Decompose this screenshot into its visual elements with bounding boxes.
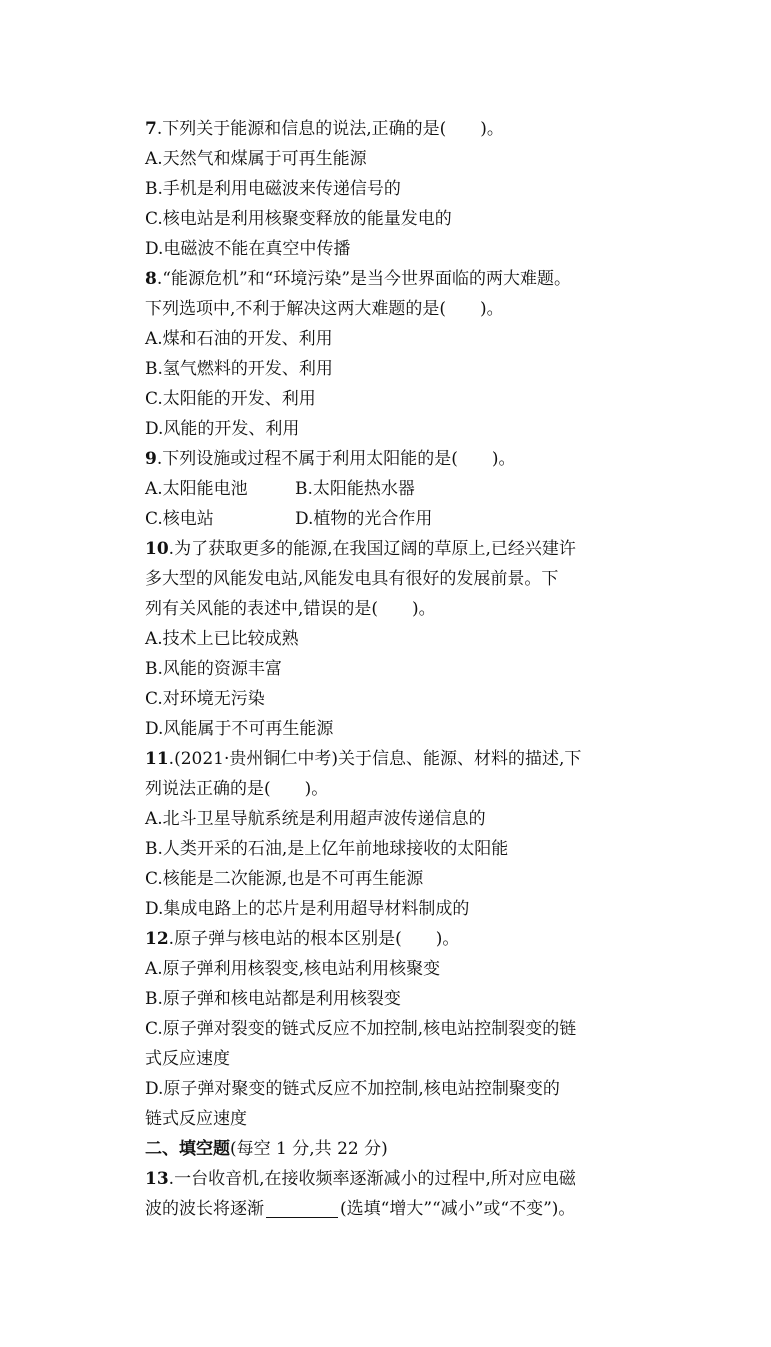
option-a: A.原子弹利用核裂变,核电站利用核聚变 [145,959,441,979]
option-c: C.原子弹对裂变的链式反应不加控制,核电站控制裂变的链 [145,1019,577,1039]
question-11-stem [145,744,645,774]
option-row [145,504,645,534]
option-b: B.手机是利用电磁波来传递信号的 [145,179,401,199]
question-text: (选填“增大”“减小”或“不变”)。 [340,1199,576,1219]
question-text: .原子弹与核电站的根本区别是( )。 [168,929,460,949]
option-c: C.太阳能的开发、利用 [145,389,316,409]
question-number: 7 [145,119,157,139]
question-number: 10 [145,539,169,559]
question-12-stem [145,924,645,954]
question-13-stem [145,1164,645,1194]
question-text: .一台收音机,在接收频率逐渐减小的过程中,所对应电磁 [168,1169,576,1189]
question-9-stem [145,444,645,474]
option-c: C.对环境无污染 [145,689,265,709]
question-number: 13 [145,1169,169,1189]
question-text: 波的波长将逐渐 [145,1199,264,1219]
question-text-continued: 列有关风能的表述中,错误的是( )。 [145,599,436,619]
option-d: D.植物的光合作用 [295,509,433,529]
option-b: B.人类开采的石油,是上亿年前地球接收的太阳能 [145,839,509,859]
option-d-continued: 链式反应速度 [145,1109,247,1129]
question-text: .为了获取更多的能源,在我国辽阔的草原上,已经兴建许 [168,539,576,559]
option-c: C.核电站 [145,509,214,529]
option-d: D.风能的开发、利用 [145,419,300,439]
question-text: .“能源危机”和“环境污染”是当今世界面临的两大难题。 [156,269,572,289]
option-d: D.原子弹对聚变的链式反应不加控制,核电站控制聚变的 [145,1079,560,1099]
option-a: A.北斗卫星导航系统是利用超声波传递信息的 [145,809,486,829]
section-title: 二、填空题 [145,1139,230,1159]
question-page [145,114,645,1224]
option-row [145,474,645,504]
question-number: 9 [145,449,157,469]
answer-blank[interactable] [266,1198,338,1218]
option-a: A.太阳能电池 [145,479,248,499]
option-d: D.电磁波不能在真空中传播 [145,239,351,259]
option-b: B.氢气燃料的开发、利用 [145,359,333,379]
section-note: (每空 1 分,共 22 分) [230,1139,388,1159]
option-a: A.技术上已比较成熟 [145,629,299,649]
option-c-continued: 式反应速度 [145,1049,230,1069]
question-number: 8 [145,269,157,289]
question-text-continued [145,1194,645,1224]
question-text: .(2021·贵州铜仁中考)关于信息、能源、材料的描述,下 [168,749,582,769]
option-a: A.天然气和煤属于可再生能源 [145,149,367,169]
question-8-stem [145,264,645,294]
question-text-continued: 下列选项中,不利于解决这两大难题的是( )。 [145,299,504,319]
question-10-stem [145,534,645,564]
option-b: B.风能的资源丰富 [145,659,282,679]
option-d: D.风能属于不可再生能源 [145,719,334,739]
question-text: .下列设施或过程不属于利用太阳能的是( )。 [156,449,516,469]
question-number: 12 [145,929,169,949]
option-d: D.集成电路上的芯片是利用超导材料制成的 [145,899,470,919]
option-a: A.煤和石油的开发、利用 [145,329,333,349]
question-7-stem [145,114,645,144]
question-number: 11 [145,749,169,769]
option-c: C.核电站是利用核聚变释放的能量发电的 [145,209,452,229]
question-text-continued: 多大型的风能发电站,风能发电具有很好的发展前景。下 [145,569,559,589]
option-b: B.原子弹和核电站都是利用核裂变 [145,989,401,1009]
section-heading [145,1134,645,1164]
option-b: B.太阳能热水器 [295,479,415,499]
question-text: .下列关于能源和信息的说法,正确的是( )。 [156,119,504,139]
option-c: C.核能是二次能源,也是不可再生能源 [145,869,424,889]
question-text-continued: 列说法正确的是( )。 [145,779,329,799]
